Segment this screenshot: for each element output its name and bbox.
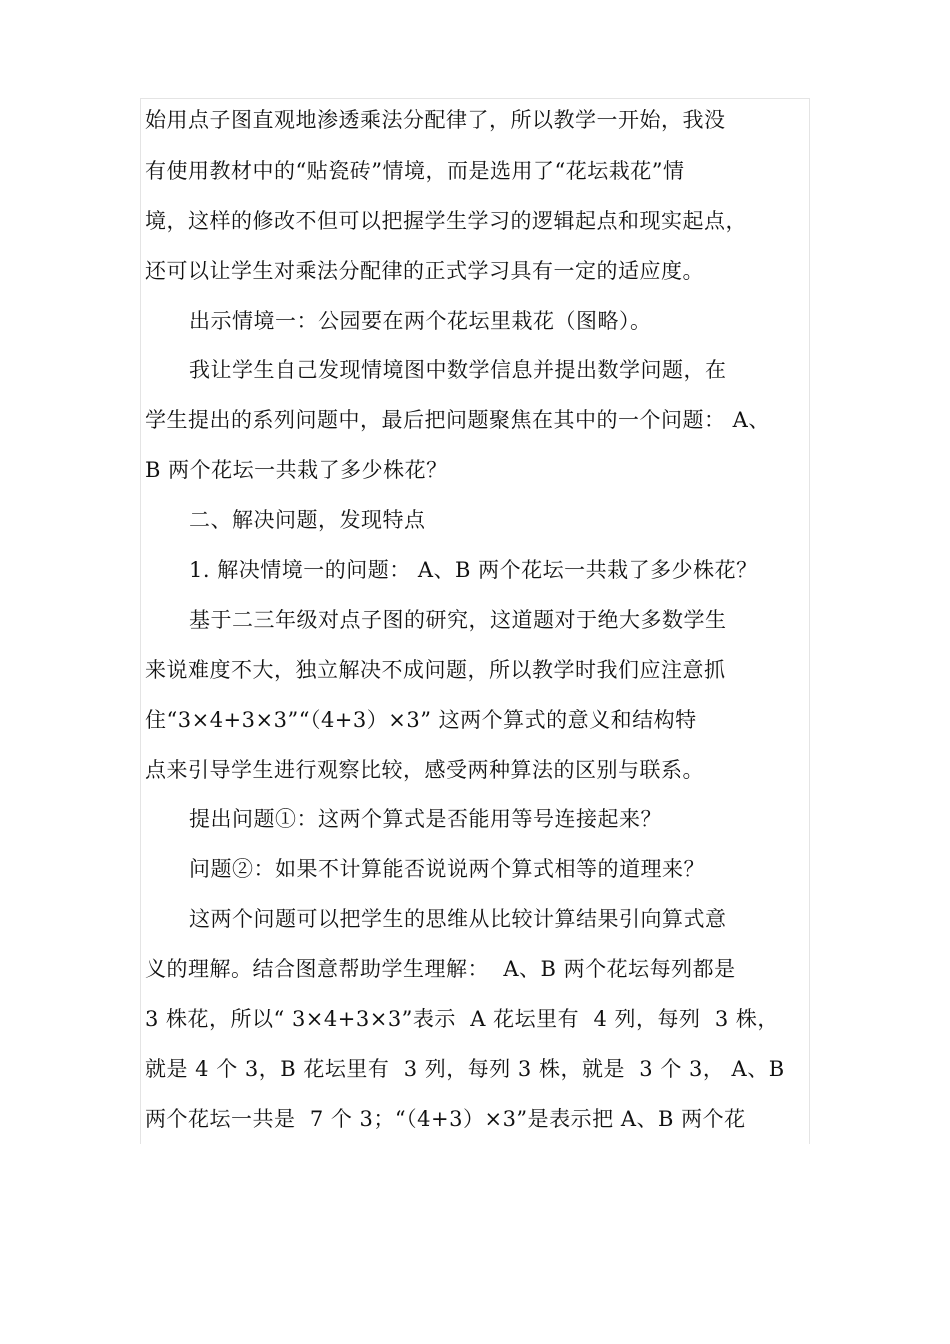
section-heading: 二、解决问题，发现特点 (189, 508, 426, 532)
text-line: 基于二三年级对点子图的研究，这道题对于绝大多数学生 (189, 608, 727, 632)
text-line: 住“3×4+3×3”“（4+3）×3” 这两个算式的意义和结构特 (145, 708, 697, 732)
text-line: 就是 4 个 3，B 花坛里有 3 列，每列 3 株，就是 3 个 3， A、B (145, 1057, 785, 1081)
text-line: 提出问题①：这两个算式是否能用等号连接起来？ (189, 807, 662, 831)
page-frame-left-border (140, 98, 141, 1144)
text-line: 1. 解决情境一的问题： A、B 两个花坛一共栽了多少株花？ (189, 558, 758, 582)
text-line: 问题②：如果不计算能否说说两个算式相等的道理来？ (189, 857, 705, 881)
text-line: 点来引导学生进行观察比较，感受两种算法的区别与联系。 (145, 758, 704, 782)
text-line: 我让学生自己发现情境图中数学信息并提出数学问题，在 (189, 358, 727, 382)
text-line: 有使用教材中的“贴瓷砖”情境，而是选用了“花坛栽花”情 (145, 159, 685, 183)
text-line: 始用点子图直观地渗透乘法分配律了，所以教学一开始，我没 (145, 108, 726, 132)
text-line: 出示情境一：公园要在两个花坛里栽花（图略）。 (189, 309, 652, 333)
text-line: 来说难度不大，独立解决不成问题，所以教学时我们应注意抓 (145, 658, 726, 682)
text-line: 还可以让学生对乘法分配律的正式学习具有一定的适应度。 (145, 259, 704, 283)
text-line: 境，这样的修改不但可以把握学生学习的逻辑起点和现实起点， (145, 209, 747, 233)
text-line: B 两个花坛一共栽了多少株花？ (145, 458, 448, 482)
text-line: 学生提出的系列问题中，最后把问题聚焦在其中的一个问题： A、 (145, 408, 770, 432)
text-line: 义的理解。结合图意帮助学生理解： A、B 两个花坛每列都是 (145, 957, 736, 981)
page-frame-right-border (809, 98, 810, 1144)
text-line: 3 株花，所以“ 3×4+3×3”表示 A 花坛里有 4 列，每列 3 株， (145, 1007, 779, 1031)
text-line: 这两个问题可以把学生的思维从比较计算结果引向算式意 (189, 907, 727, 931)
page-frame-top-border (140, 98, 810, 99)
text-line: 两个花坛一共是 7 个 3；“（4+3）×3”是表示把 A、B 两个花 (145, 1107, 746, 1131)
